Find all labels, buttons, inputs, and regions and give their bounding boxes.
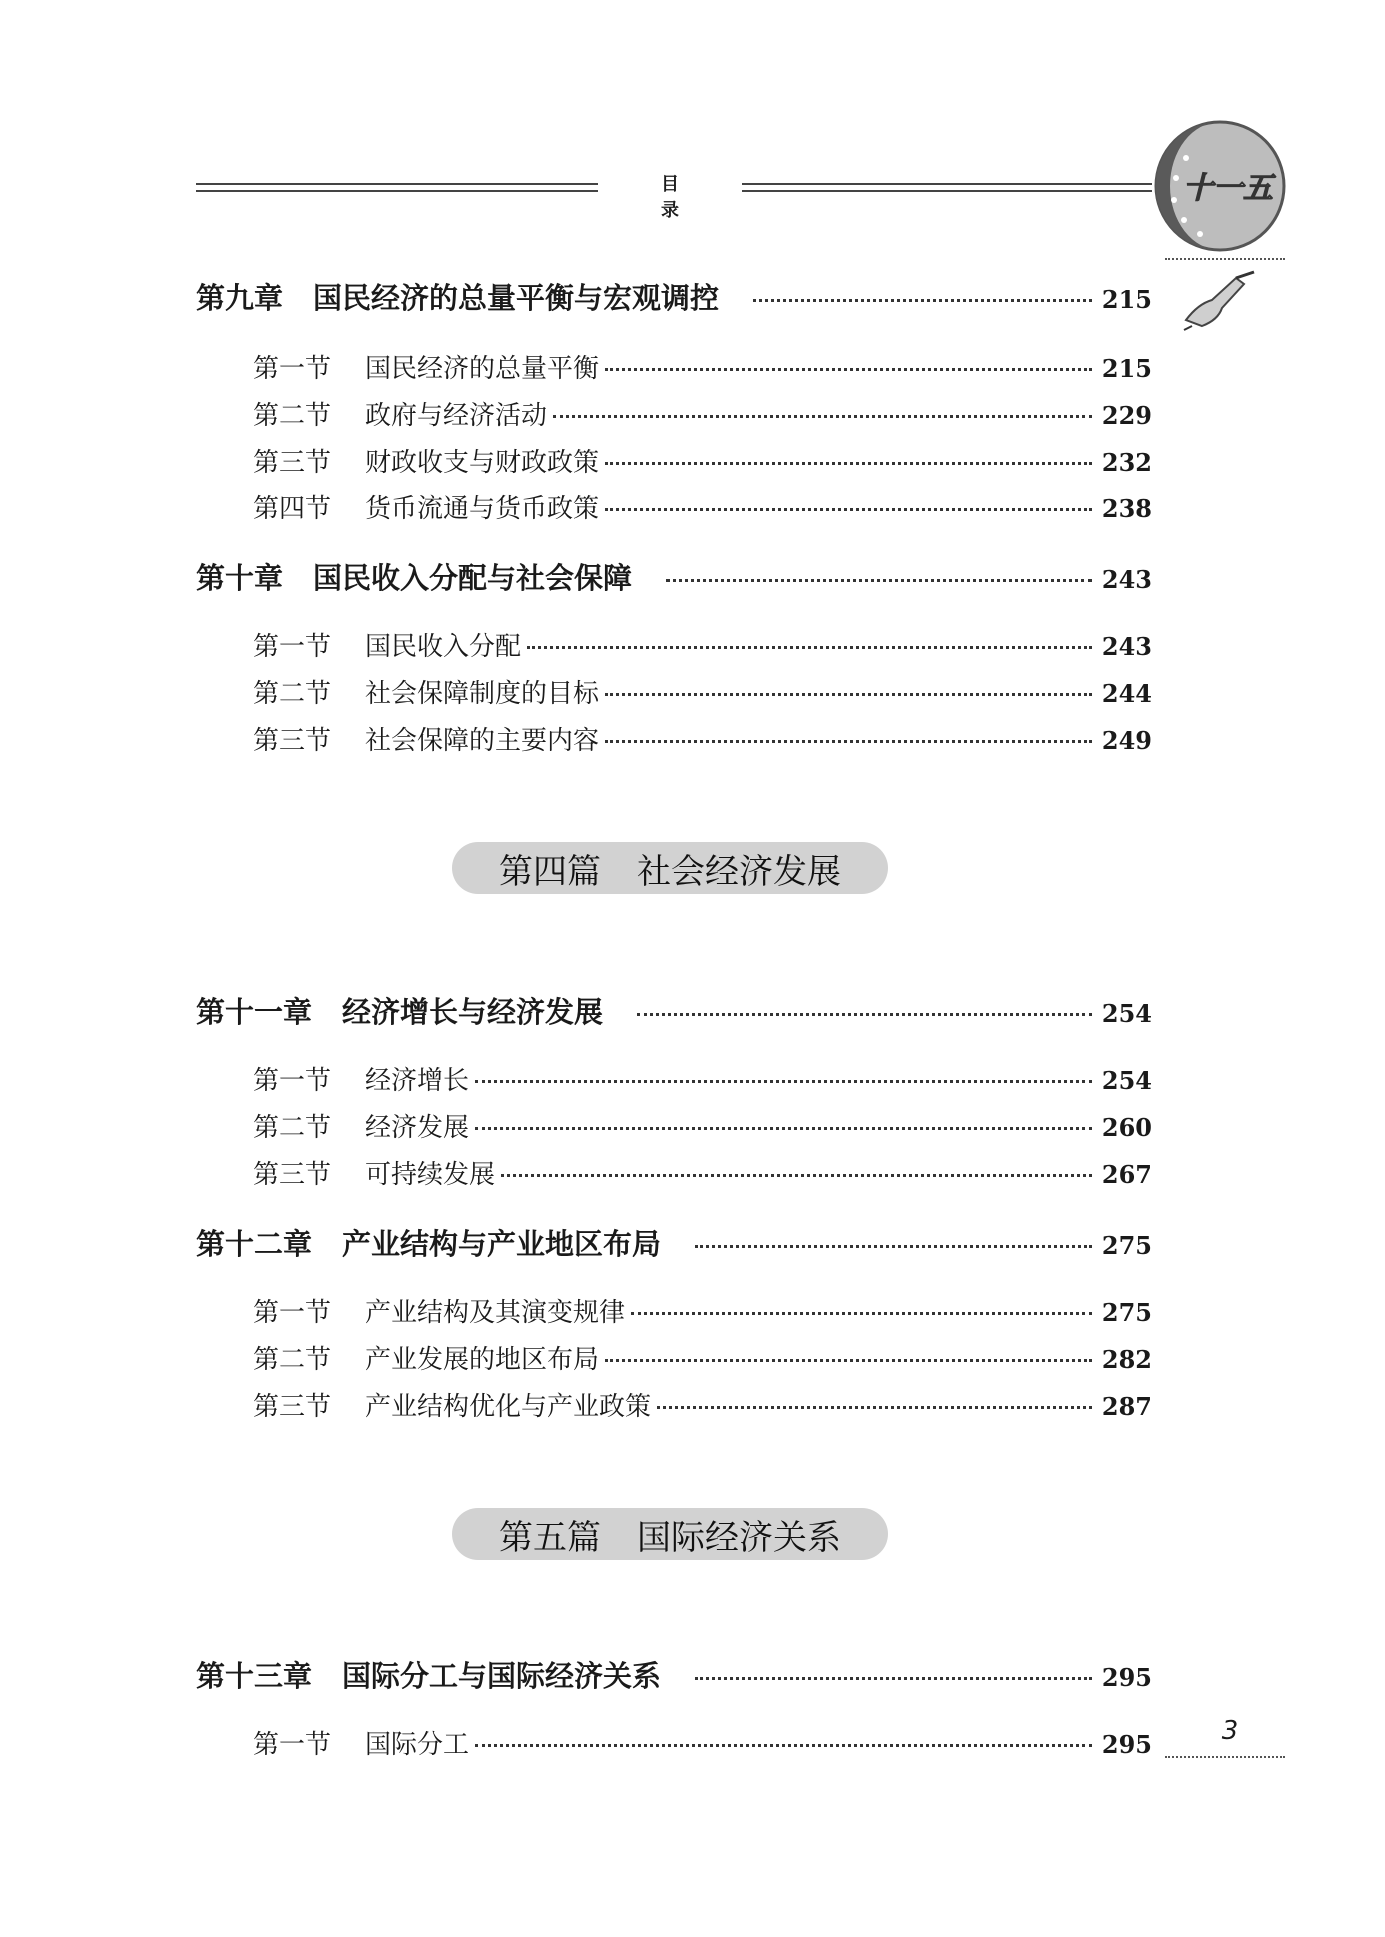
chapter-number: 第十二章 (196, 1227, 313, 1261)
dot-leader (501, 1174, 1092, 1177)
toc-section-10-2[interactable] (253, 673, 1152, 710)
dot-leader (605, 508, 1092, 511)
dot-leader (605, 368, 1092, 371)
section-title: 国民收入分配 (365, 632, 522, 662)
chapter-title: 国民经济的总量平衡与宏观调控 (313, 281, 720, 315)
section-page: 243 (1101, 632, 1152, 661)
dot-leader (637, 1013, 1092, 1016)
section-title: 国民经济的总量平衡 (365, 354, 600, 384)
section-page: 238 (1101, 494, 1152, 523)
logo-text: 十一五 (1183, 171, 1273, 206)
section-page: 260 (1101, 1113, 1152, 1142)
chapter-page: 243 (1101, 565, 1152, 594)
section-title: 货币流通与货币政策 (365, 494, 600, 524)
section-page: 267 (1101, 1160, 1152, 1189)
section-title: 产业结构优化与产业政策 (365, 1392, 652, 1422)
toc-section-10-1[interactable] (253, 626, 1152, 663)
hand-writing-pen-icon (1178, 270, 1258, 332)
section-title: 社会保障制度的目标 (365, 679, 600, 709)
toc-chapter-11[interactable] (196, 990, 1152, 1031)
chapter-number: 第十一章 (196, 995, 313, 1029)
margin-dotted-rule-top (1165, 258, 1285, 260)
toc-chapter-13[interactable] (196, 1654, 1152, 1695)
chapter-page: 215 (1101, 285, 1152, 314)
dot-leader (695, 1677, 1092, 1680)
section-number: 第二节 (253, 1113, 332, 1143)
toc-section-10-3[interactable] (253, 720, 1152, 757)
dot-leader (631, 1312, 1092, 1315)
chapter-number: 第十章 (196, 561, 284, 595)
dot-leader (657, 1406, 1092, 1409)
section-title: 可持续发展 (365, 1160, 496, 1190)
page-number: 3 (1221, 1716, 1239, 1746)
chapter-title: 产业结构与产业地区布局 (342, 1227, 662, 1261)
chapter-number: 第九章 (196, 281, 284, 315)
header-rule-left (196, 182, 598, 194)
section-number: 第二节 (253, 401, 332, 431)
part-number: 第五篇 (499, 1517, 601, 1558)
part-number: 第四篇 (499, 851, 601, 892)
section-title: 经济发展 (365, 1113, 470, 1143)
chapter-title: 国民收入分配与社会保障 (313, 561, 633, 595)
section-number: 第四节 (253, 494, 332, 524)
dot-leader (553, 415, 1092, 418)
section-title: 国际分工 (365, 1730, 470, 1760)
section-number: 第三节 (253, 1392, 332, 1422)
toc-chapter-10[interactable] (196, 556, 1152, 597)
chapter-number: 第十三章 (196, 1659, 313, 1693)
section-title: 财政收支与财政政策 (365, 448, 600, 478)
section-number: 第一节 (253, 632, 332, 662)
section-page: 249 (1101, 726, 1152, 755)
dot-leader (527, 646, 1092, 649)
toc-section-12-3[interactable] (253, 1386, 1152, 1423)
part-banner-5 (452, 1508, 888, 1560)
section-page: 229 (1101, 401, 1152, 430)
chapter-page: 275 (1101, 1231, 1152, 1260)
dot-leader (605, 462, 1092, 465)
section-page: 295 (1101, 1730, 1152, 1759)
toc-section-12-2[interactable] (253, 1339, 1152, 1376)
section-number: 第二节 (253, 679, 332, 709)
section-number: 第一节 (253, 354, 332, 384)
section-page: 232 (1101, 448, 1152, 477)
dot-leader (475, 1744, 1092, 1747)
toc-section-11-1[interactable] (253, 1060, 1152, 1097)
dot-leader (753, 299, 1092, 302)
dot-leader (695, 1245, 1092, 1248)
section-number: 第二节 (253, 1345, 332, 1375)
section-number: 第三节 (253, 448, 332, 478)
dot-leader (605, 693, 1092, 696)
series-logo-icon (1150, 116, 1290, 256)
toc-section-9-3[interactable] (253, 442, 1152, 479)
section-number: 第一节 (253, 1066, 332, 1096)
chapter-page: 254 (1101, 999, 1152, 1028)
section-number: 第三节 (253, 726, 332, 756)
section-page: 275 (1101, 1298, 1152, 1327)
header-rule-right (742, 182, 1152, 194)
part-title: 社会经济发展 (637, 851, 841, 892)
chapter-title: 国际分工与国际经济关系 (342, 1659, 662, 1693)
toc-section-11-3[interactable] (253, 1154, 1152, 1191)
section-page: 254 (1101, 1066, 1152, 1095)
toc-section-9-4[interactable] (253, 488, 1152, 525)
section-page: 282 (1101, 1345, 1152, 1374)
margin-dotted-rule-bottom (1165, 1756, 1285, 1758)
toc-section-11-2[interactable] (253, 1107, 1152, 1144)
section-title: 产业结构及其演变规律 (365, 1298, 626, 1328)
dot-leader (475, 1127, 1092, 1130)
part-banner-4 (452, 842, 888, 894)
section-page: 244 (1101, 679, 1152, 708)
section-title: 产业发展的地区布局 (365, 1345, 600, 1375)
toc-chapter-12[interactable] (196, 1222, 1152, 1263)
toc-section-12-1[interactable] (253, 1292, 1152, 1329)
section-number: 第一节 (253, 1298, 332, 1328)
header-title: 目 录 (661, 174, 731, 221)
dot-leader (666, 579, 1092, 582)
section-title: 社会保障的主要内容 (365, 726, 600, 756)
chapter-page: 295 (1101, 1663, 1152, 1692)
section-number: 第一节 (253, 1730, 332, 1760)
section-title: 经济增长 (365, 1066, 470, 1096)
toc-chapter-9[interactable] (196, 276, 1152, 317)
dot-leader (475, 1080, 1092, 1083)
section-page: 287 (1101, 1392, 1152, 1421)
chapter-title: 经济增长与经济发展 (342, 995, 604, 1029)
dot-leader (605, 740, 1092, 743)
toc-section-9-2[interactable] (253, 395, 1152, 432)
toc-section-9-1[interactable] (253, 348, 1152, 385)
section-number: 第三节 (253, 1160, 332, 1190)
part-title: 国际经济关系 (637, 1517, 841, 1558)
section-page: 215 (1101, 354, 1152, 383)
section-title: 政府与经济活动 (365, 401, 548, 431)
dot-leader (605, 1359, 1092, 1362)
toc-section-13-1[interactable] (253, 1724, 1152, 1761)
